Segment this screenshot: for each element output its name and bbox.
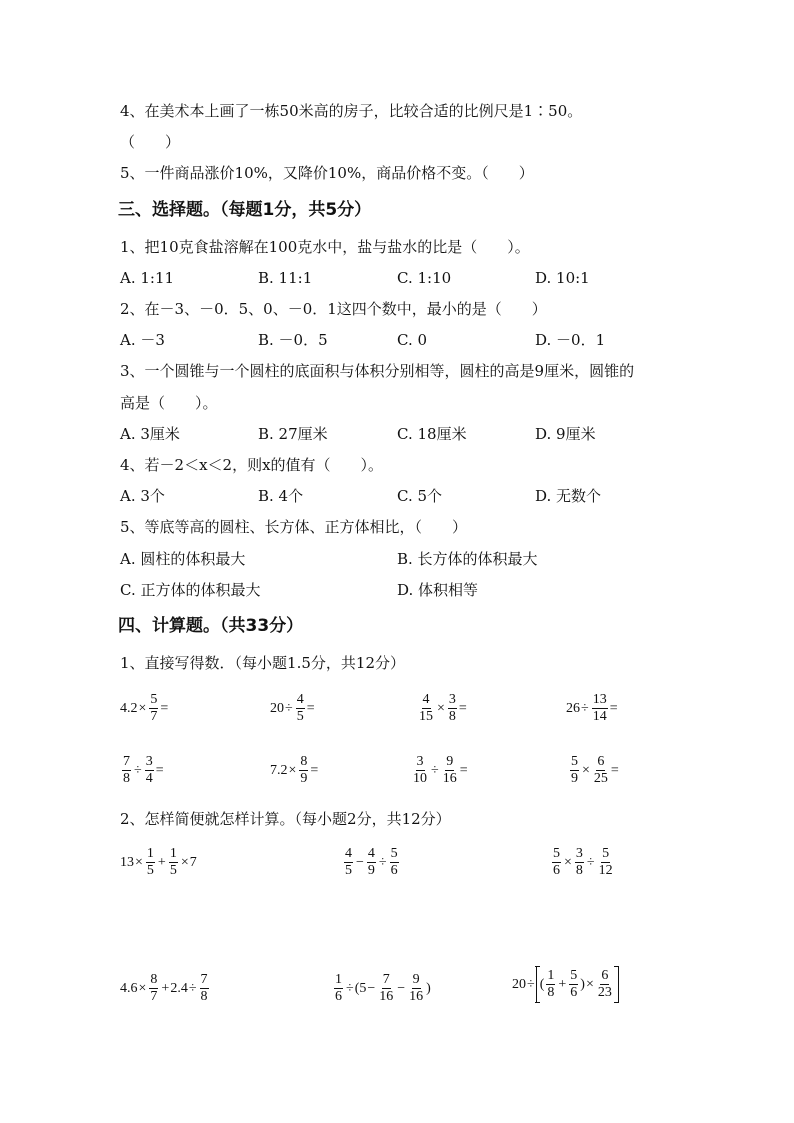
mc-q3-line2: 高是（ ）。 bbox=[120, 394, 218, 412]
mc-q3-option-a: A. 3厘米 bbox=[120, 425, 180, 443]
mc-q1-option-b: B. 11:1 bbox=[258, 269, 313, 287]
mc-q3-option-d: D. 9厘米 bbox=[535, 425, 596, 443]
simplify-expr-3: $\frac{5}{6}$ × $\frac{3}{8}$ ÷ $\frac{5}{12}$ bbox=[553, 846, 613, 878]
mc-q5-option-b: B. 长方体的体积最大 bbox=[397, 550, 538, 568]
section4-title: 四、计算题。（共33分） bbox=[118, 616, 304, 636]
calc-expr-2: 20 ÷ $\frac{4}{5}$ = bbox=[270, 692, 315, 724]
calc-expr-8: $\frac{5}{9}$ × $\frac{6}{25}$ = bbox=[571, 754, 619, 786]
judge-q4-answer-paren: （ ） bbox=[120, 133, 181, 151]
mc-q4-option-d: D. 无数个 bbox=[535, 487, 602, 505]
calc-expr-6: 7.2 × $\frac{8}{9}$ = bbox=[270, 754, 319, 786]
mc-q5-option-c: C. 正方体的体积最大 bbox=[120, 581, 261, 599]
mc-q1: 1、把10克食盐溶解在100克水中，盐与盐水的比是（ ）。 bbox=[120, 238, 530, 256]
simplify-expr-1: 13 × $\frac{1}{5}$ + $\frac{1}{5}$ × 7 bbox=[120, 846, 197, 878]
calc-q2-instruction: 2、怎样简便就怎样计算。（每小题2分，共12分） bbox=[120, 810, 451, 828]
mc-q4: 4、若－2＜x＜2，则x的值有（ ）。 bbox=[120, 456, 384, 474]
mc-q4-option-a: A. 3个 bbox=[120, 487, 165, 505]
calc-expr-4: 26 ÷ $\frac{13}{14}$ = bbox=[566, 692, 618, 724]
calc-expr-3: $\frac{4}{15}$ × $\frac{3}{8}$ = bbox=[419, 692, 467, 724]
mc-q2-option-d: D. －0．1 bbox=[535, 331, 606, 349]
mc-q2-option-c: C. 0 bbox=[397, 331, 428, 349]
calc-expr-7: $\frac{3}{10}$ ÷ $\frac{9}{16}$ = bbox=[413, 754, 468, 786]
mc-q2-option-a: A. －3 bbox=[120, 331, 165, 349]
mc-q4-option-c: C. 5个 bbox=[397, 487, 443, 505]
mc-q3-line1: 3、一个圆锥与一个圆柱的底面积与体积分别相等，圆柱的高是9厘米，圆锥的 bbox=[120, 362, 635, 380]
mc-q1-option-d: D. 10:1 bbox=[535, 269, 590, 287]
mc-q2-option-b: B. －0．5 bbox=[258, 331, 328, 349]
calc-expr-1: 4.2 × $\frac{5}{7}$ = bbox=[120, 692, 169, 724]
simplify-expr-2: $\frac{4}{5}$ − $\frac{4}{9}$ ÷ $\frac{5}{6}$ bbox=[345, 846, 398, 878]
judge-q4: 4、在美术本上画了一栋50米高的房子，比较合适的比例尺是1∶50。 bbox=[120, 102, 583, 120]
simplify-expr-5: $\frac{1}{6}$ ÷ (5 − $\frac{7}{16}$ − $\frac{9}{16}$ ) bbox=[335, 972, 431, 1004]
mc-q3-option-c: C. 18厘米 bbox=[397, 425, 467, 443]
calc-expr-5: $\frac{7}{8}$ ÷ $\frac{3}{4}$ = bbox=[123, 754, 164, 786]
section3-title: 三、选择题。（每题1分，共5分） bbox=[118, 200, 372, 220]
simplify-expr-4: 4.6 × $\frac{8}{7}$ + 2.4 ÷ $\frac{7}{8}$ bbox=[120, 972, 208, 1004]
mc-q1-option-c: C. 1:10 bbox=[397, 269, 452, 287]
mc-q3-option-b: B. 27厘米 bbox=[258, 425, 328, 443]
square-bracket: ( $\frac{1}{8}$ + $\frac{5}{6}$ ) × $\frac{6}{23}$ bbox=[536, 966, 619, 1003]
calc-q1-instruction: 1、直接写得数．（每小题1.5分，共12分） bbox=[120, 654, 405, 672]
judge-q5: 5、一件商品涨价10%，又降价10%，商品价格不变。（ ） bbox=[120, 164, 534, 182]
mc-q5-option-a: A. 圆柱的体积最大 bbox=[120, 550, 246, 568]
mc-q2: 2、在－3、－0．5、0、－0．1这四个数中，最小的是（ ） bbox=[120, 300, 547, 318]
mc-q5-option-d: D. 体积相等 bbox=[397, 581, 479, 599]
simplify-expr-6: 20 ÷ ( $\frac{1}{8}$ + $\frac{5}{6}$ ) × $\frac{6}{23}$ bbox=[512, 966, 619, 1003]
mc-q5: 5、等底等高的圆柱、长方体、正方体相比，（ ） bbox=[120, 518, 468, 536]
mc-q1-option-a: A. 1:11 bbox=[120, 269, 175, 287]
mc-q4-option-b: B. 4个 bbox=[258, 487, 304, 505]
